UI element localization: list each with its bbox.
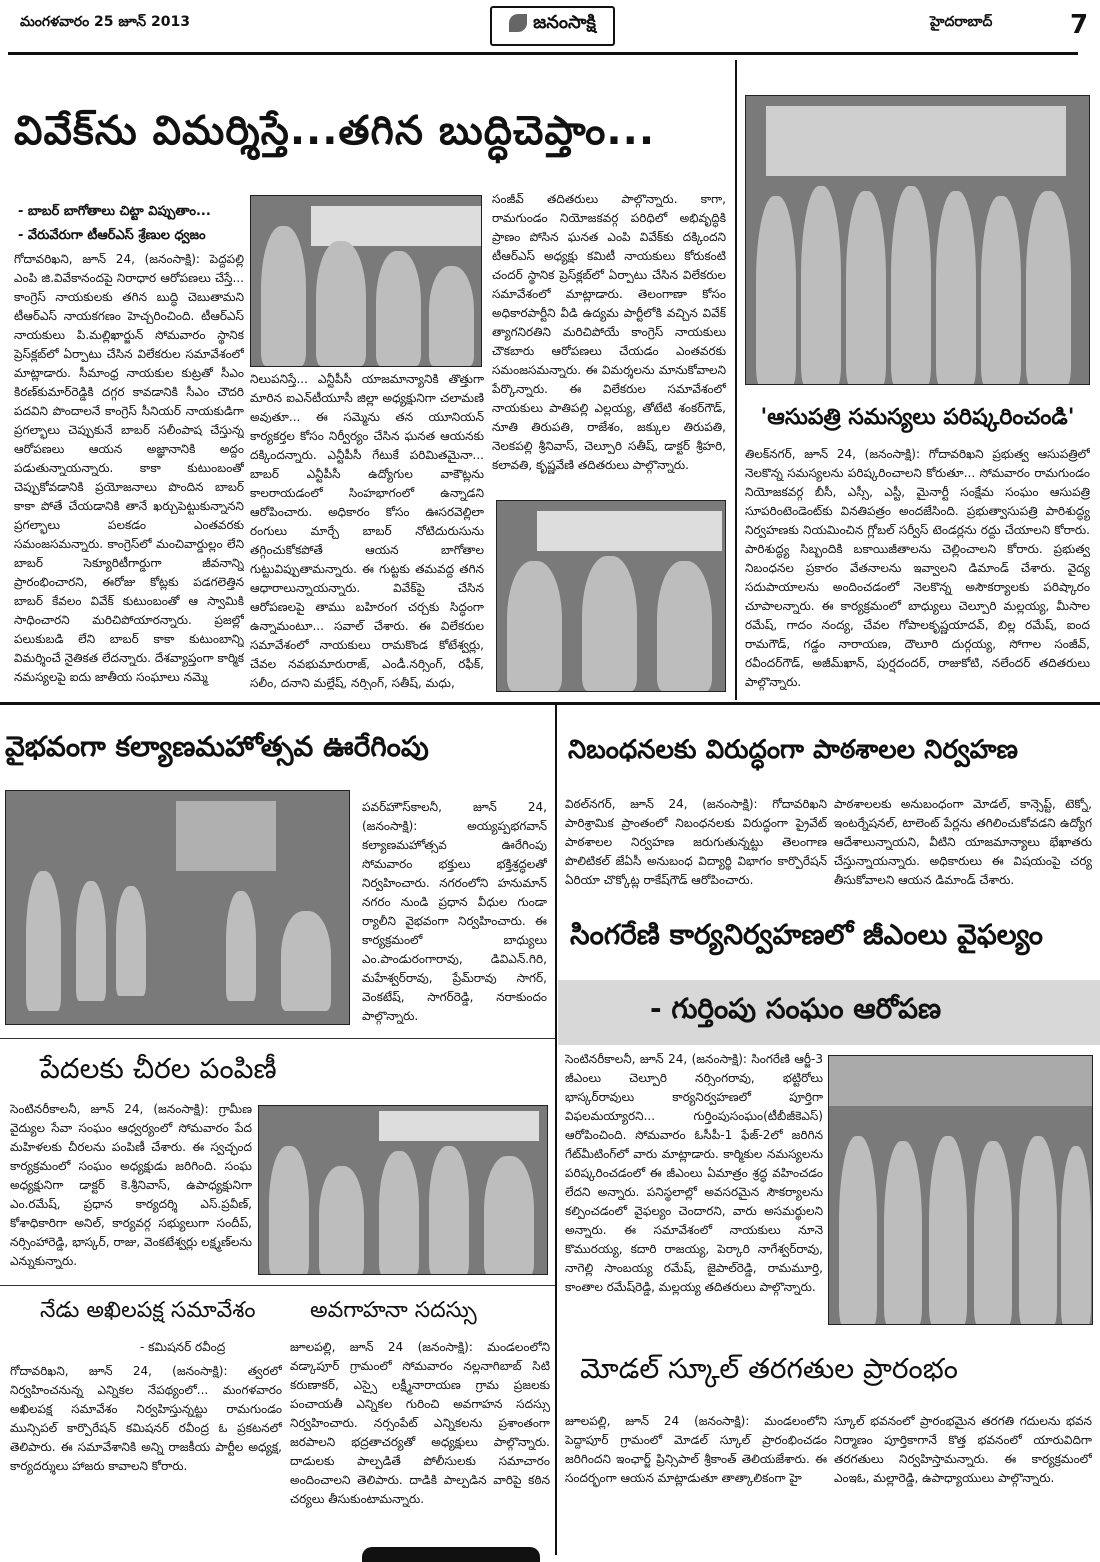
story1-subhead-2: - వేరువేరుగా టీఆర్‌ఎస్ శ్రేణుల ధ్వజం <box>18 228 206 243</box>
column-divider <box>555 705 557 1555</box>
story2-body: తిలక్‌నగర్, జూన్ 24, (జనంసాక్షి): గోదావరిఖని ప్రభుత్వ ఆసుపత్రిలో నెలకొన్న సమస్యలను పరిష్కరించాలని కోరుతూ... సోమవారం రామగుండం నియోజకవర్గ బీసీ, ఎస్సీ, ఎస్టీ, మైనార్టీ సంక్షేమ సంఘం ఆసుపత్రి సూపరింటెండెంట్‌కు వినతిపత్రం అందజేసింది. ప్రభుత్వాసుపత్రి పారిశుద్ధ్య నిర్వహణకు నియమించిన గ్లోబల్ సర్వీస్ టెండర్లను రద్దు చేయాలని కోరారు. పారిశుద్ధ్య సిబ్బందికి బకాయిజీతాలను చెల్లించాలని కోరారు. ప్రభుత్వ నిబంధనల ప్రకారం వేతనాలను ఇవ్వాలని డిమాండ్ చేశారు. వైద్య సదుపాయాలను అందించడంలో నెలకొన్న అసౌకర్యాలకు పరిష్కారం చూపాలన్నారు. ఈ కార్యక్రమంలో బాధ్యులు చెల్పూరి మల్లయ్య, మీసాల రమేష్, గాదం నంద్య, చేవల గోపాలకృష్ణయాదవ్, బిల్ల రమేష్, ఐంద రామగౌడ్, గడ్డం నారాయణ, దౌలూరి దుర్గయ్య, సోగాల సంజీవ్, రవీందర్‌గౌడ్, అజీమ్‌ఖాన్, పుర్షదందర్, రాజుకోటి, నలేందర్ తదితరులు పాల్గొన్నారు. <box>745 447 1090 689</box>
story9-column-1: జూలపల్లి, జూన్ 24 (జనంసాక్షి): మండలంలోని పెద్దాపూర్ గ్రామంలో మోడల్ స్కూల్ ప్రారంభించడం జరిగిందని ఇంఛార్జ్ ప్రిన్సిపాల్ శ్రీకాంత్ తెలియజేశారు. ఈ సందర్భంగా ఆయన మాట్లాడుతూ తాత్కాలికంగా హై <box>565 1414 827 1485</box>
story1-column-2: నిలుపనిస్తే... ఎన్టీపీసీ యాజమాన్యానికి తొత్తుగా మారిన ఐఎన్‌టీయూసీ జిల్లా అధ్యక్షునిగా చలామణి అవుతూ... ఈ సమ్మెను తన యూనియన్ కార్యకర్తల కోసం నిర్వీర్యం చేసిన ఘనత ఆయనకు దక్కిందన్నారు. ఎన్టీపీసీ గేటుకే పరిమితమైనా... బాబర్ ఎన్టీపీసీ ఉద్యోగుల వాకౌట్లను కాలరాయడంలో సింహభాగంలో ఉన్నాడని ఆరోపించారు. అధికారం కోసం ఊసరవెల్లిలా రంగులు మార్చే బాబర్ నోటిదురుసును తగ్గించుకోకపోతే ఆయన బాగోతాల గుట్టువిప్పుతామన్నారు. ఈ గుట్టకు తమవద్ద తగిన ఆధారాలున్నాయన్నారు. వివేక్‌పై చేసిన ఆరోపణలపై తాము బహిరంగ చర్చకు సిద్ధంగా ఉన్నామంటూ... సవాల్ చేశారు. ఈ విలేకరుల సమావేశంలో నాయకులు రామకొండ కోటేశ్వర్లు, చేవల నవభుమారురాజ్, ఎండీ.నర్సింగ్, రఫీక్, సలీం, దనాని మల్లేష్, నర్సింగ్, సతీష్, మధు, <box>250 372 484 690</box>
story9-headline: మోడల్ స్కూల్ తరగతుల ప్రారంభం <box>580 1352 958 1385</box>
story3-body: పవర్‌హౌస్‌కాలనీ, జూన్ 24, (జనంసాక్షి): అయ్యప్పభగవాన్ కల్యాణమహోత్సవ ఊరేగింపు సోమవారం భక్తులు భక్తిశ్రద్ధలతో నిర్వహించారు. నగరంలోని హనుమాన్ నగరం నుండి ప్రధాన వీధుల గుండా ర్యాలీని వైభవంగా నిర్వహించారు. ఈ కార్యక్రమంలో బాధ్యులు ఎం.పాండురంగారావు, డివిఎన్.గిరి, మహేశ్వర్‌రావు, ప్రేమ్‌రావు సాగర్, వెంకటేష్, సాగర్‌రెడ్డి, నరాకుందం పాల్గొన్నారు. <box>362 800 547 1023</box>
story4-column-1: విఠల్‌నగర్, జూన్ 24, (జనంసాక్షి): గోదావరిఖని పారిశ్రామిక ప్రాంతంలో నిబంధనలకు విరుద్ధంగా ప్రైవేట్ పాఠశాలల నిర్వహణ జరుగుతున్నట్టు తెలంగాణ పొలిటికల్ జేఏసీ అనుబంధ విద్యార్థి విభాగం కార్పొరేషన్ ఏరియా చొక్కోట్ల రాకేష్‌గౌడ్ ఆరోపించారు. <box>565 797 827 887</box>
story2-photo-memorandum <box>745 95 1090 385</box>
story4-column-2: పాఠశాలలకు అనుబంధంగా మోడల్, కాన్సెప్ట్, టెక్నో, ఇంటర్నేషనల్, టాలెంట్ పేర్లను తగిలించుకోవడని ఉద్యోగ ఆదేశాలున్నాయని, వీటిని యాజమాన్యాలు భేఖాతరు చేస్తున్నాయన్నారు. అధికారులు ఈ విషయంపై చర్య తీసుకోవాలని ఆయన డిమాండ్ చేశారు. <box>834 797 1092 887</box>
masthead-rule <box>8 52 1078 55</box>
story1-column-3: సంజీవ్ తదితరులు పాల్గొన్నారు. కాగా, రామగుండం నియోజకవర్గ పరిధిలో అభివృద్ధికి ప్రాణం పోసిన ఘనత ఎంపి వివేక్‌కు దక్కిందని టీఆర్‌ఎస్ అధ్యక్షు కమిటీ నాయకులు కోరుకంటి చందర్ స్థానిక ప్రెస్‌క్లబ్‌లో ఏర్పాటు చేసిన విలేకరుల సమావేశంలో మాట్లాడారు. తెలంగాణా కోసం అధికారపార్టీని వీడి ఉద్యమ పార్టీలోకి వచ్చిన వివేక్ త్యాగనిరతిని మరిచిపోయే కాంగ్రెస్ నాయకులు చౌకబారు ఆరోపణలు చేయడం ఎంతవరకు సమంజసమన్నారు. ఈ విమర్శలను మానుకోవాలని పేర్కొన్నారు. ఈ విలేకరుల సమావేశంలో నాయకులు పాతిపల్లి ఎల్లయ్య, తోటేటి శంకర్‌గౌడ్, నూతి తిరుపతి, రాజేశం, జక్కుల తిరుపతి, నెలకపల్లి శ్రీనివాస్, చెల్పూరి సతీష్, డాక్టర్ శ్రీహరి, కలావతి, కృష్ణవేణి తదితరులు పాల్గొన్నారు. <box>492 192 726 472</box>
story7-body: గోదావరిఖని, జూన్ 24, (జనంసాక్షి): త్వరలో నిర్వహించనున్న ఎన్నికల నేపథ్యంలో... మంగళవారం అఖిలపక్ష సమావేశం నిర్వహిస్తున్నట్టు రామగుండం మున్సిపల్ కార్పొరేషన్ కమిషనర్ రవీంద్ర ఓ ప్రకటనలో తెలిపారు. ఈ సమావేశానికి అన్ని రాజకీయ పార్టీల అధ్యక్ష, కార్యదర్శులు హాజరు కావాలని కోరారు. <box>10 1364 282 1473</box>
story7-byline: - కమిషనర్ రవీంద్ర <box>140 1340 226 1354</box>
section-rule <box>0 1038 555 1039</box>
column-divider <box>735 60 737 700</box>
story5-subhead: - గుర్తింపు సంఘం ఆరోపణ <box>650 992 942 1025</box>
story4-headline: నిబంధనలకు విరుద్ధంగా పాఠశాలల నిర్వహణ <box>568 735 1019 765</box>
story2-headline: 'ఆసుపత్రి సమస్యలు పరిష్కరించండి' <box>760 405 1075 430</box>
story8-headline: అవగాహనా సదస్సు <box>310 1298 477 1323</box>
story8-body: జూలపల్లి, జూన్ 24 (జనంసాక్షి): మండలంలోని వడ్కాపూర్ గ్రామంలో సోమవారం నల్లనాగిబాబ్ సిటి కరుణాకర్, ఎస్సై లక్ష్మీనారాయణ గ్రామ ప్రజలకు పంచాయతీ ఎన్నికల గురించి అవగాహన సదస్సు నిర్వహించారు. నర్సంపేట్ ఎన్నికలను ప్రశాంతంగా జరపాలని భద్రతాచర్యతో అధ్యక్షులు పాల్గొన్నారు. దాడులకు పాల్పడితే పోలీసులకు సమాచారం అందించాలని తెలిపారు. దాడికి పాల్పడిన వారిపై కఠిన చర్యలు తీసుకుంటామన్నారు. <box>290 1340 550 1506</box>
edition-city: హైదరాబాద్ <box>930 14 993 30</box>
story1-subhead-1: - బాబర్ బాగోతాలు చిట్టా విప్పుతాం... <box>18 204 211 219</box>
section-rule <box>0 1285 555 1286</box>
story1-column-1: గోదావరిఖని, జూన్ 24, (జనంసాక్షి): పెద్దపల్లి ఎంపి జి.వివేకానందపై నిరాధార ఆరోపణలు చేస్తే... కాంగ్రెస్ నాయకులకు తగిన బుద్ధి చెబుతామని టీఆర్‌ఎస్ నాయకగణం హెచ్చరించింది. టీఆర్‌ఎస్ నాయకులు పి.మల్లిఖార్జున్ సోమవారం స్థానిక ప్రెస్‌క్లబ్‌లో ఏర్పాటు చేసిన విలేకరుల సమావేశంలో మాట్లాడారు. సీమాంధ్ర నాయకుల కుట్రతో సీఎం కిరణ్‌కుమార్‌రెడ్డికి దగ్గర కావడానికి సీఎం చౌదరి పదవిని పొందాలనే కాంగ్రెస్ సీనియర్ నాయకుడిగా ప్రగల్భాలు చెప్పుకునే బాబర్ సలీంపాష చేస్తున్న ఆరోపణలు ఆయన అజ్ఞానానికి అద్దం పడుతున్నాయన్నారు. కాకా కుటుంబంతో చెప్పుకోవడానికి ప్రయోజనాలు పొందిన బాబర్ కాకా పోతే చేయడానికి తానే ఖర్చుపెట్టుకున్నానని ప్రగల్భాలు పలకడం ఎంతవరకు సమంజసమన్నారు. కాంగ్రెస్‌లో మంచివార్డుల్లం లేని బాబర్ సెక్యూరిటీగార్డుగా జీవనాన్ని ప్రారంభించారని, ఈరోజు కోట్లకు పడగలెత్తిన బాబర్ కేవలం వివేక్ కుటుంబంతో ఆ స్వామికి సాధించారని మరిచిపోయారన్నారు. ప్రజల్లో పలుకుబడి లేని బాబర్ కాకా కుటుంబాన్ని విమర్శించే నైతికత లేదన్నారు. దేశవ్యాప్తంగా కార్మిక నమస్యలపై ఐదు జాతీయ సంఘాలు నమ్మె <box>14 252 244 684</box>
leaf-icon <box>509 14 527 32</box>
story6-photo-saree-distribution <box>258 1105 548 1275</box>
newspaper-name: జనంసాక్షి <box>533 12 596 33</box>
story7-headline: నేడు అఖిలపక్ష సమావేశం <box>40 1298 256 1323</box>
story1-headline: వివేక్‌ను విమర్శిస్తే...తగిన బుద్ధిచెప్తాం... <box>14 108 656 154</box>
newspaper-logo <box>490 6 615 46</box>
story1-photo-press-meet <box>250 195 482 367</box>
story3-headline: వైభవంగా కల్యాణమహోత్సవ ఊరేగింపు <box>5 730 429 763</box>
story5-headline: సింగరేణి కార్యనిర్వహణలో జీఎంలు వైఫల్యం <box>570 918 1043 951</box>
story3-photo-procession <box>5 790 350 1025</box>
story6-headline: పేదలకు చీరల పంపిణీ <box>40 1052 277 1085</box>
section-rule <box>0 702 1100 705</box>
story5-photo-gate-meeting <box>828 1055 1093 1325</box>
story6-body: సెంటినరీకాలనీ, జూన్ 24, (జనంసాక్షి): గ్రామీణ వైద్యుల సేవా సంఘం ఆధ్వర్యంలో సోమవారం పేద మహిళలకు చీరలను పంపిణీ చేశారు. ఈ స్వచ్ఛంద కార్యక్రమంలో సంఘం అధ్యక్షుడు జరిగింది. సంఘ అధ్యక్షునిగా డాక్టర్ కె.శ్రీనివాస్, ఉపాధ్యక్షునిగా ఎం.రమేష్, ప్రధాన కార్యదర్శి ఎస్.ప్రవీణ్, కోశాధికారిగా అనిల్, కార్యవర్గ సభ్యులుగా సందీప్, నర్సింహారెడ్డి, భాస్కర్, రాజు, వెంకటేశ్వర్లు లక్ష్మణ్‌లను ఎన్నుకున్నారు. <box>10 1102 252 1268</box>
page-number: 7 <box>1070 10 1089 40</box>
story5-body: సెంటినరీకాలనీ, జూన్ 24, (జనంసాక్షి): సింగరేణి ఆర్జీ-3 జీఎంలు చెల్పూరి నర్సింగరావు, భట్టిరోలు భాస్కర్‌రావులు కార్యనిర్వహణలో పూర్తిగా విఫలమయ్యారని... గుర్తింపుసంఘం(టీబీజీకెఎస్) ఆరోపించింది. సోమవారం ఓసీపీ-1 ఫేజ్-2లో జరిగిన గేట్‌మీటింగ్‌లో వారు మాట్లాడారు. కార్మికుల నమస్యలను పరిష్కరించడంలో ఈ జీఎంలు ఏమాత్రం శ్రద్ధ వహించడం లేదని అన్నారు. పనిస్థలాల్లో అవసరమైన సౌకర్యాలను కల్పించడంలో వైఫల్యం చెందారని, వారు అసమర్థులని అన్నారు. ఈ సమావేశంలో నాయకులు నూనె కొమురయ్య, కదారి రాజయ్య, పెర్కారి నాగేశ్వర్‌రావు, నాగెల్లి సాంబయ్య రమేష్, జైపాల్‌రెడ్డి, రామమూర్తి, కాంతాల రమేష్‌రెడ్డి, మల్లయ్య తదితరులు పాల్గొన్నారు. <box>565 1052 823 1294</box>
footer-tab <box>362 1547 540 1562</box>
issue-date: మంగళవారం 25 జూన్ 2013 <box>20 14 190 30</box>
story9-column-2: స్కూల్ భవనంలో ప్రారంభమైన తరగతి గదులను భవన నిర్మాణం పూర్తికాగానే కొత్త భవనంలో యారువిదిగా తరగతులు నిర్వహిస్తామన్నారు. ఈ కార్యక్రమంలో ఎంఇఓ, మల్లారెడ్డి, ఉపాధ్యాయులు పాల్గొన్నారు. <box>834 1414 1092 1485</box>
story1-photo-leaders <box>496 500 726 692</box>
